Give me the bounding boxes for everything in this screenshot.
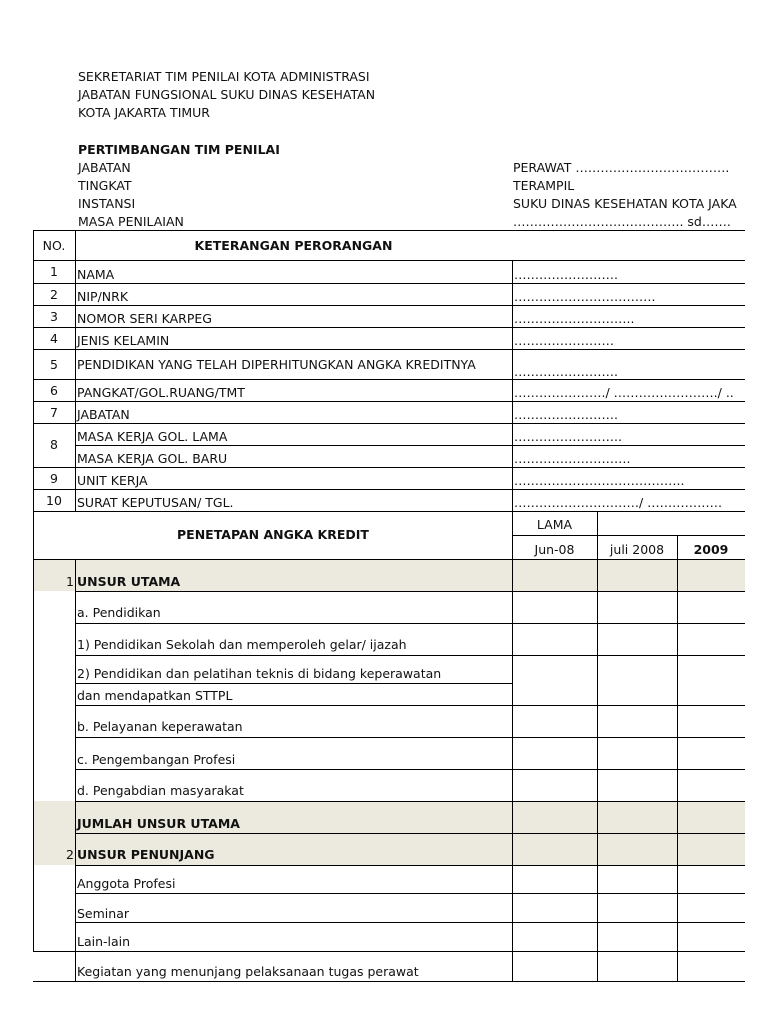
row-label: MASA KERJA GOL. BARU (77, 451, 228, 466)
row-no: 7 (50, 405, 58, 420)
item-kegiatan: Kegiatan yang menunjang pelaksanaan tugas perawat (77, 964, 419, 979)
item-pelatihan-line-1: 2) Pendidikan dan pelatihan teknis di bidang keperawatan (77, 666, 442, 681)
row-label: PANGKAT/GOL.RUANG/TMT (77, 385, 245, 400)
row-no: 3 (50, 309, 58, 324)
row-no: 5 (50, 357, 58, 372)
header-line-3: KOTA JAKARTA TIMUR (78, 105, 210, 120)
row-value: ……………………….. (514, 311, 635, 326)
jabatan-label: JABATAN (78, 160, 131, 175)
penetapan-title: PENETAPAN ANGKA KREDIT (177, 527, 369, 542)
row-no: 1 (50, 264, 58, 279)
row-value: ………………………. (514, 451, 631, 466)
row-value: …………………….. (514, 429, 622, 444)
item-anggota-profesi: Anggota Profesi (77, 876, 176, 891)
header-line-1: SEKRETARIAT TIM PENILAI KOTA ADMINISTRASI (78, 69, 370, 84)
row-label: UNIT KERJA (77, 473, 148, 488)
tingkat-label: TINGKAT (78, 178, 132, 193)
masa-penilaian-value: ………………………………….. sd……. (513, 214, 731, 229)
item-pengabdian: d. Pengabdian masyarakat (77, 783, 244, 798)
unsur-utama-title: UNSUR UTAMA (77, 574, 181, 589)
col-juli-2008: juli 2008 (609, 542, 665, 557)
masa-penilaian-label: MASA PENILAIAN (78, 214, 184, 229)
row-label: MASA KERJA GOL. LAMA (77, 429, 228, 444)
shade-jumlah-no (34, 801, 75, 833)
unsur-utama-no: 1 (66, 574, 74, 589)
item-pelatihan-line-2: dan mendapatkan STTPL (77, 688, 233, 703)
unsur-penunjang-title: UNSUR PENUNJANG (77, 847, 215, 862)
item-pendidikan: a. Pendidikan (77, 605, 161, 620)
instansi-value: SUKU DINAS KESEHATAN KOTA JAKA (513, 196, 737, 211)
row-value: ……………………. (514, 364, 618, 379)
col-no-header: NO. (42, 238, 66, 253)
row-value: …………………………/ ……………… (514, 495, 723, 510)
row-no: 6 (50, 383, 58, 398)
row-no: 9 (50, 471, 58, 486)
lama-header: LAMA (536, 517, 573, 532)
item-pendidikan-sekolah: 1) Pendidikan Sekolah dan memperoleh gelar/ ijazah (77, 637, 407, 652)
header-line-2: JABATAN FUNGSIONAL SUKU DINAS KESEHATAN (78, 87, 376, 102)
row-label: PENDIDIKAN YANG TELAH DIPERHITUNGKAN ANGKA KREDITNYA (77, 357, 476, 372)
row-value: ……………………. (514, 407, 618, 422)
row-label: JABATAN (77, 407, 130, 422)
tingkat-value: TERAMPIL (513, 178, 575, 193)
row-no: 8 (50, 437, 58, 452)
row-value: ……………………………. (514, 289, 656, 304)
jumlah-unsur-utama: JUMLAH UNSUR UTAMA (77, 816, 240, 831)
jabatan-value: PERAWAT ………………………………. (513, 160, 730, 175)
item-pelayanan: b. Pelayanan keperawatan (77, 719, 243, 734)
item-seminar: Seminar (77, 906, 129, 921)
keterangan-header: KETERANGAN PERORANGAN (194, 238, 393, 253)
row-label: NIP/NRK (77, 289, 129, 304)
row-no: 10 (46, 493, 62, 508)
row-value: ……………………. (514, 267, 618, 282)
instansi-label: INSTANSI (78, 196, 136, 211)
row-value: …………………./ ……………………./ .. (514, 385, 734, 400)
col-jun-08: Jun-08 (534, 542, 575, 557)
row-no: 2 (50, 287, 58, 302)
row-label: JENIS KELAMIN (77, 333, 170, 348)
row-value: …………………… (514, 333, 614, 348)
col-2009: 2009 (693, 542, 729, 557)
pertimbangan-title: PERTIMBANGAN TIM PENILAI (78, 142, 280, 157)
item-lain-lain: Lain-lain (77, 934, 131, 949)
row-label: SURAT KEPUTUSAN/ TGL. (77, 495, 234, 510)
row-label: NOMOR SERI KARPEG (77, 311, 212, 326)
row-label: NAMA (77, 267, 115, 282)
row-value: ………………………………….. (514, 473, 685, 488)
unsur-penunjang-no: 2 (66, 847, 74, 862)
row-no: 4 (50, 331, 58, 346)
item-pengembangan: c. Pengembangan Profesi (77, 752, 236, 767)
